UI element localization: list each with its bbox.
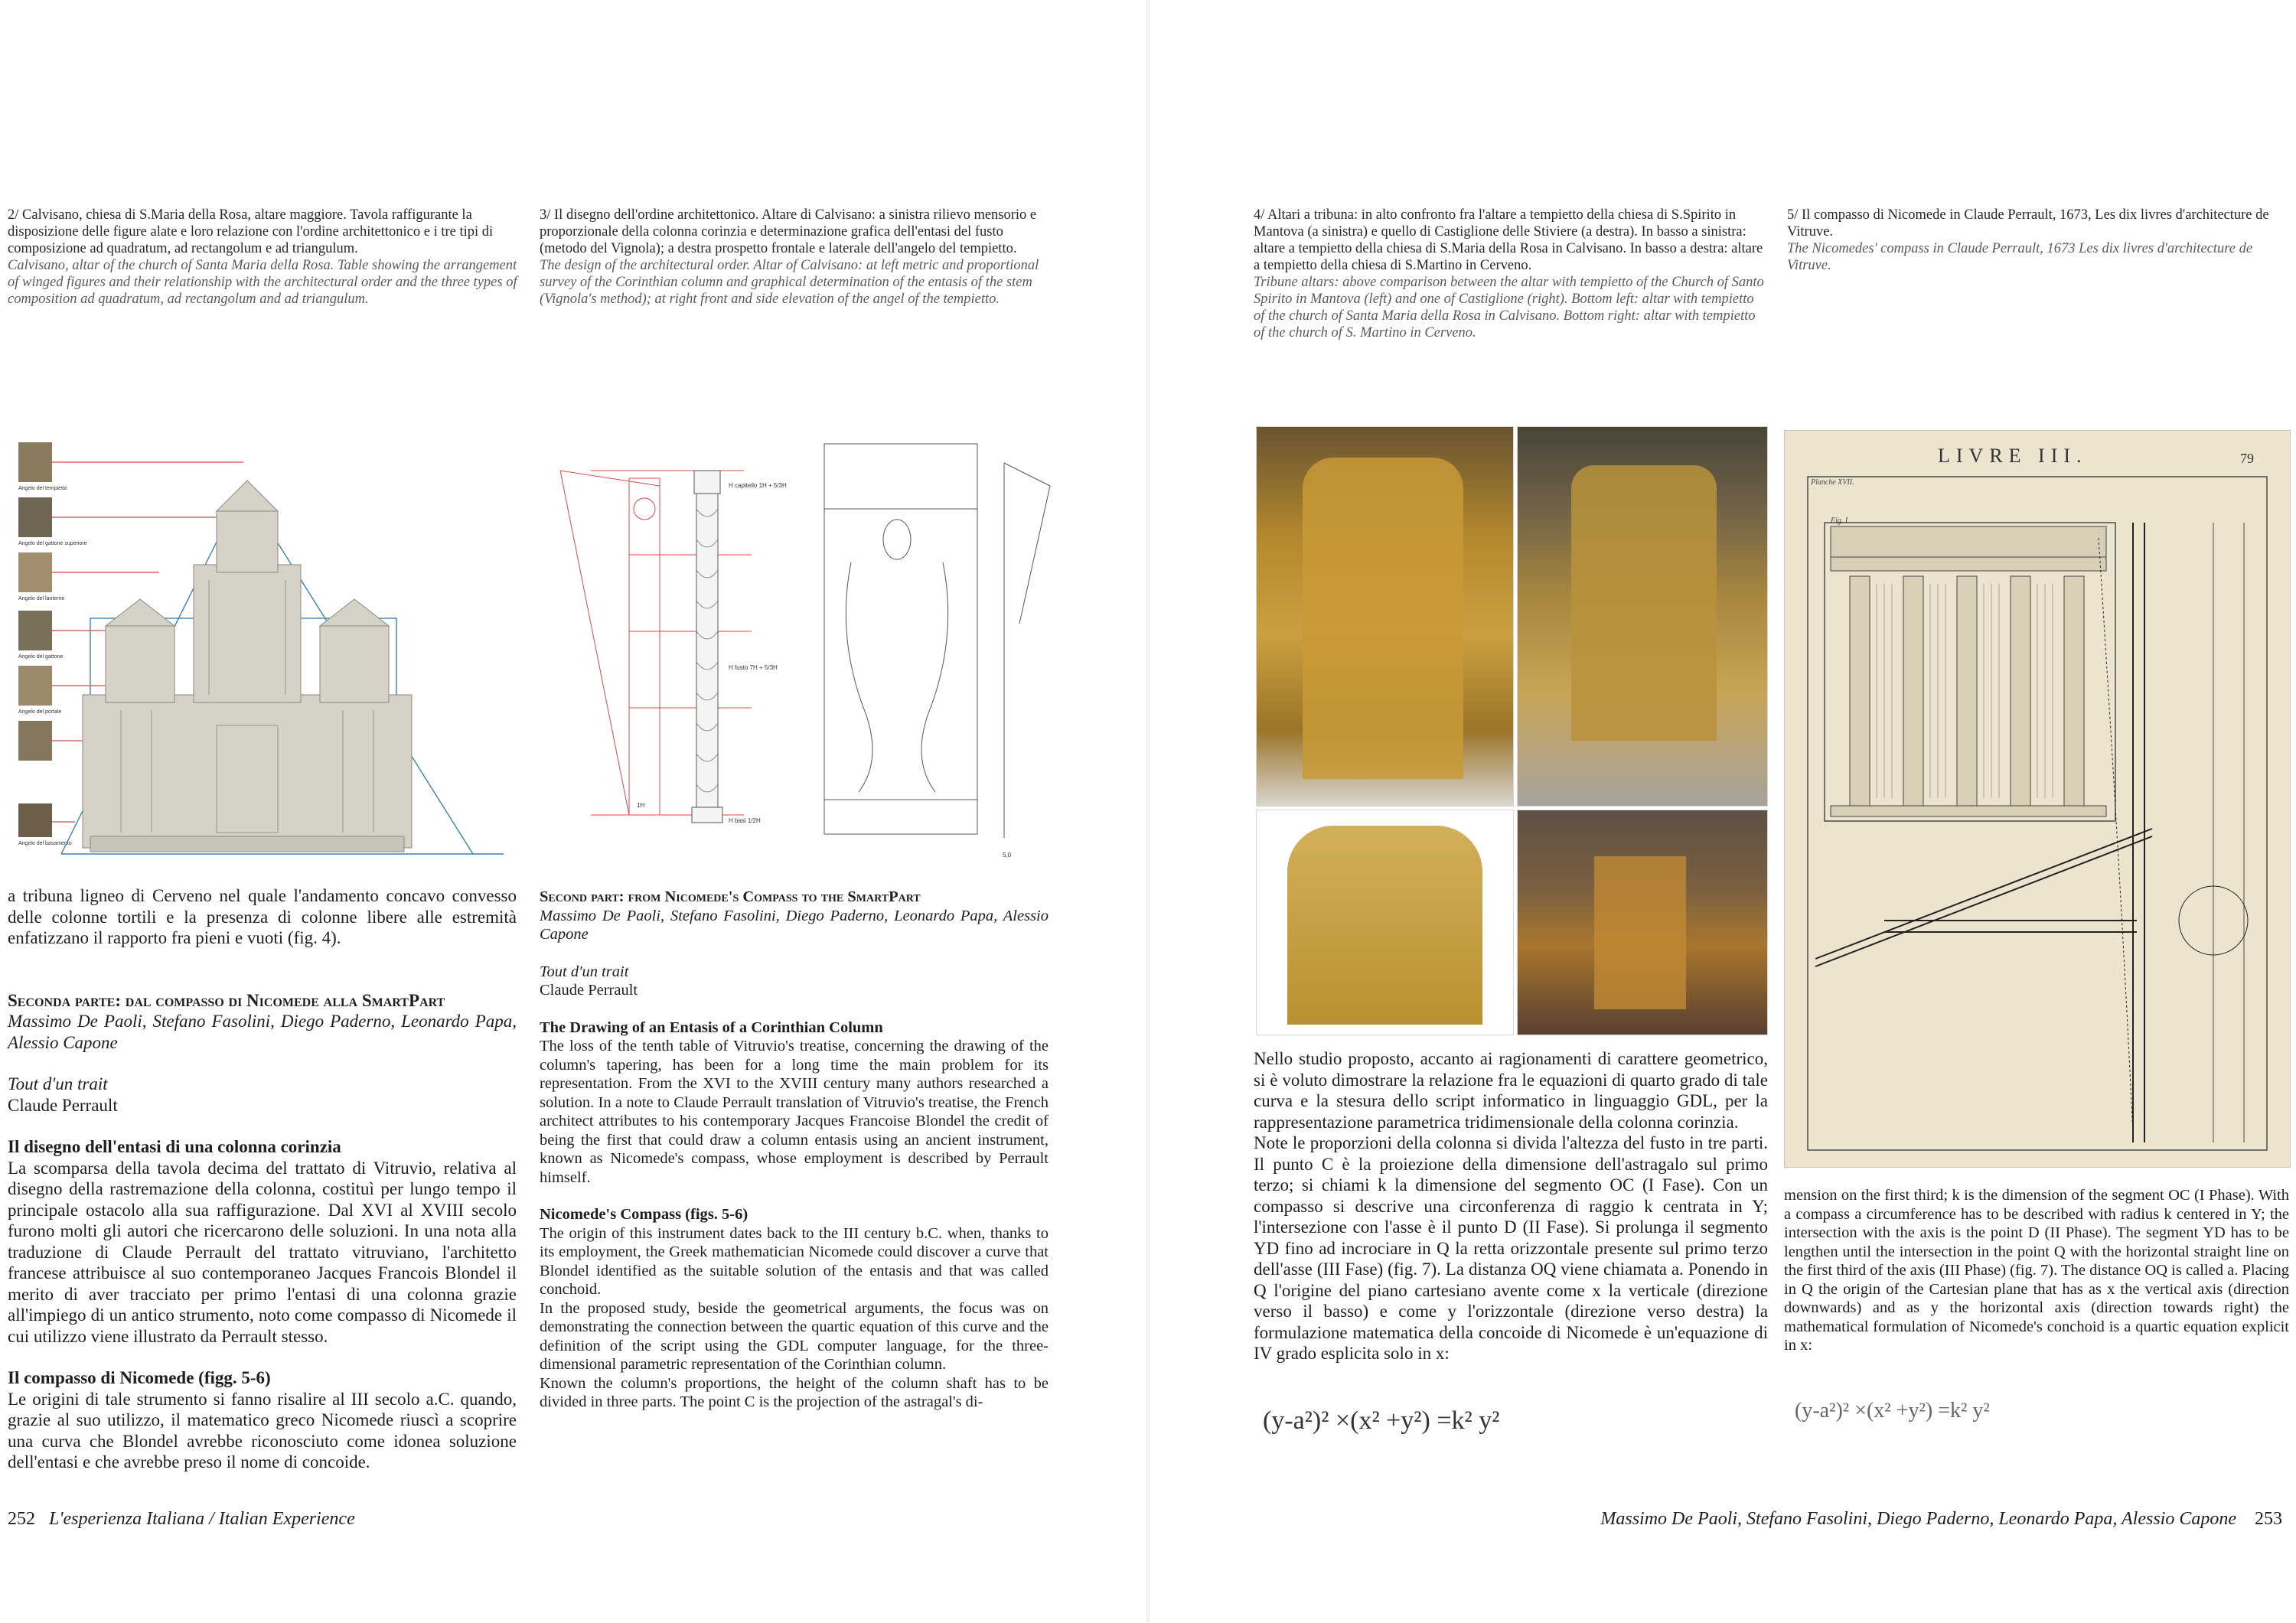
caption-fig2 — [8, 207, 520, 308]
label-h-basi: H basi 1/2H — [729, 817, 761, 824]
label-h-capitello: H capitello 1H + 5/3H — [729, 482, 787, 489]
figure-5-perrault-page — [1784, 430, 2291, 1168]
altar-photo-shape-3 — [1287, 826, 1482, 1025]
text-column-1 — [8, 885, 517, 1473]
page-number-left: 252 — [8, 1509, 35, 1529]
label-angelo-portale: Angelo del portale — [18, 709, 62, 715]
caption-fig4-it: 4/ Altari a tribuna: in alto confronto fra l'altare a tempietto della chiesa di S.Spirito in Mantova (a sinistra) e quello di Castiglione delle Stiviere (a destra). In basso a sinistra: altare a tempietto della chiesa di S.Maria della Rosa in Calvisano. In basso a destra: altare a tempietto della chiesa di S.Martino in Cerveno. — [1254, 207, 1763, 273]
running-title-left: L'esperienza Italiana / Italian Experience — [49, 1509, 355, 1529]
col1-heading-1: Il disegno dell'entasi di una colonna corinzia — [8, 1137, 341, 1156]
figure-3-column-drawings — [545, 440, 1054, 861]
page-number-right: 253 — [2255, 1509, 2282, 1529]
angel-elevation — [824, 444, 1050, 838]
footer-left — [8, 1509, 355, 1530]
col2-heading-1: The Drawing of an Entasis of a Corinthian Column — [540, 1018, 883, 1036]
caption-fig3-en: The design of the architectural order. Altar of Calvisano: at left metric and proportional survey of the Corinthian column and graphical determination of the entasis of the stem (Vignola's method); at right front and side elevation of the angel of the tempietto. — [540, 258, 1039, 307]
col1-quote: Tout d'un trait — [8, 1074, 108, 1093]
col3-paragraph-1: Nello studio proposto, accanto ai ragionamenti di carattere geometrico, si è voluto dimostrare la relazione fra le equazioni di quarto grado di tale curva e la stesura dello script informatico in linguaggio GDL, per la rappresentazione parametrica tridimensionale della colonna corinzia. — [1254, 1049, 1768, 1132]
caption-fig5 — [1787, 207, 2285, 274]
col1-part-title: Seconda parte: dal compasso di Nicomede alla SmartPart — [8, 990, 445, 1010]
col1-intro: a tribuna ligneo di Cerveno nel quale l'andamento concavo convesso delle colonne tortili e la presenza di colonne libere alle estremità enfatizzano il rapporto fra pieni e vuoti (fig. 4). — [8, 886, 517, 947]
formula-conchoid-it: (y-a²)² ×(x² +y²) =k² y² — [1263, 1406, 1500, 1435]
formula-conchoid-en: (y-a²)² ×(x² +y²) =k² y² — [1795, 1399, 1990, 1423]
col1-quote-author: Claude Perrault — [8, 1095, 118, 1115]
altar-diagram-svg — [14, 442, 511, 862]
col2-paragraph-4: Known the column's proportions, the height of the column shaft has to be divided in three parts. The point C is the projection of the astragal's di- — [540, 1374, 1049, 1410]
col4-paragraph-1: mension on the first third; k is the dimension of the segment OC (I Phase). With a compass a circumference has to be described with radius k centered in Y; the intersection with the axis is the point D (II Phase). The segment YD has to be lengthen until the intersection in the point Q with the horizontal straight line on the first third of the axis (III Phase) (fig. 7). The distance OQ is called a. Placing in Q the origin of the Cartesian plane that has as x the vertical axis (direction downwards) and as y the horizontal axis (direction towards right) the mathematical formulation of Nicomede's conchoid is a quartic equation explicit in x: — [1784, 1187, 2289, 1354]
label-1h: 1H — [637, 802, 645, 809]
col2-paragraph-1: The loss of the tenth table of Vitruvio's treatise, concerning the drawing of the column's tapering, has been for a long time the main problem for its representation. From the XVI to the XVIII century many authors researched a solution. In a note to Claude Perrault translation of Vitruvio's treatise, the French architect attributes to his contemporary Jacques Francoise Blondel the credit of being the first that could draw a column entasis using an ancient instrument, known as Nicomede's compass, whose employment is described by Perrault himself. — [540, 1038, 1049, 1186]
column-drawings-svg — [545, 440, 1054, 861]
caption-fig5-en: The Nicomedes' compass in Claude Perrault, 1673 Les dix livres d'architecture de Vitruve. — [1787, 241, 2253, 273]
text-column-3 — [1254, 1048, 1768, 1364]
col2-part-title: Second part: from Nicomede's Compass to the SmartPart — [540, 888, 921, 905]
plate-fig-label: Fig. I — [1831, 517, 1848, 525]
col1-paragraph-2: Le origini di tale strumento si fanno risalire al III secolo a.C. quando, grazie al suo utilizzo, il matematico greco Nicomede riuscì a scoprire una curva che Blondel avrebbe riconosciuto come idonea soluzione dell'entasi e che avrebbe preso il nome di concoide. — [8, 1389, 517, 1471]
figure-4-photo-calvisano — [1256, 810, 1514, 1035]
label-h-fusto: H fusto 7H + 5/3H — [729, 664, 778, 671]
running-authors-right: Massimo De Paoli, Stefano Fasolini, Diego Paderno, Leonardo Papa, Alessio Capone — [1600, 1509, 2236, 1529]
altar-photo-shape-4 — [1594, 856, 1686, 1009]
text-column-2 — [540, 888, 1049, 1412]
label-angelo-tempietto: Angelo del tempietto — [18, 486, 67, 491]
label-angelo-basamento: Angelo del basamento — [18, 841, 72, 846]
label-angelo-gattone: Angelo del gattone — [18, 654, 64, 660]
label-angelo-gattone-sup: Angelo del gattone superiore — [18, 541, 87, 546]
col2-paragraph-3: In the proposed study, beside the geometrical arguments, the focus was on demonstrating the connection between the quartic equation of this curve and the definition of the script using the GDL computer language, for the three-dimensional parametric representation of the Corinthian column. — [540, 1299, 1049, 1373]
caption-fig3-it: 3/ Il disegno dell'ordine architettonico. Altare di Calvisano: a sinistra rilievo mensorio e proporzionale della colonna corinzia e determinazione grafica dell'entasi del fusto (metodo del Vignola); a destra prospetto frontale e laterale dell'angelo del tempietto. — [540, 207, 1037, 256]
col1-paragraph-1: La scomparsa della tavola decima del trattato di Vitruvio, relativa al disegno della rastremazione della colonna, costituì per lungo tempo il principale ostacolo alla sua raffigurazione. Dal XVI al XVIII secolo furono molti gli autori che ricercarono delle soluzioni. In una nota alla traduzione di Claude Perrault del trattato vitruviano, l'architetto francese attribuisce al suo contemporaneo Jacques Francois Blondel il merito di aver tracciato per primo l'entasi di una colonna grazie all'impiego di un antico strumento, noto come compasso di Nicomede il cui utilizzo viene illustrato da Perrault stesso. — [8, 1158, 517, 1346]
col2-authors: Massimo De Paoli, Stefano Fasolini, Diego Paderno, Leonardo Papa, Alessio Capone — [540, 907, 1049, 943]
col1-authors: Massimo De Paoli, Stefano Fasolini, Diego Paderno, Leonardo Papa, Alessio Capone — [8, 1012, 517, 1052]
nicomede-compass-plate — [1785, 431, 2290, 1167]
footer-right — [1600, 1509, 2282, 1530]
figure-4-photo-cerveno — [1517, 810, 1768, 1035]
figure-2-altar-diagram — [14, 442, 511, 862]
caption-fig2-it: 2/ Calvisano, chiesa di S.Maria della Rosa, altare maggiore. Tavola raffigurante la disposizione delle figure alate e loro relazione con l'ordine architettonico e i tre tipi di composizione ad quadratum, ad rectangolum e ad triangulum. — [8, 207, 494, 256]
caption-fig2-en: Calvisano, altar of the church of Santa Maria della Rosa. Table showing the arrangement of winged figures and their relationship with the architectural order and the three types of composition ad quadratum, ad rectangolum and ad triangulum. — [8, 258, 517, 307]
book-spine — [1146, 0, 1150, 1623]
col2-quote: Tout d'un trait — [540, 963, 629, 980]
col2-quote-author: Claude Perrault — [540, 982, 638, 999]
corinthian-column — [692, 471, 722, 823]
figure-4-photo-castiglione — [1517, 426, 1768, 807]
col2-paragraph-2: The origin of this instrument dates back to the III century b.C. when, thanks to its employment, the Greek mathematician Nicomede could discover a curve that Blondel identified as the suitable solution of the entasis and that was called conchoid. — [540, 1224, 1049, 1298]
col2-heading-2: Nicomede's Compass (figs. 5-6) — [540, 1206, 748, 1223]
caption-fig4-en: Tribune altars: above comparison between the altar with tempietto of the Church of Santo Spirito in Mantova (left) and one of Castiglione (right). Bottom left: altar with tempietto of the church of Santa Maria della Rosa in Calvisano. Bottom right: altar with tempietto of the church of S. Martino in Cerveno. — [1254, 275, 1764, 341]
plate-label: Planche XVII. — [1811, 478, 1854, 487]
caption-fig5-it: 5/ Il compasso di Nicomede in Claude Perrault, 1673, Les dix livres d'architecture de Vitruve. — [1787, 207, 2269, 240]
caption-fig3 — [540, 207, 1052, 308]
angel-thumbnails — [18, 442, 52, 837]
col1-heading-2: Il compasso di Nicomede (figg. 5-6) — [8, 1368, 271, 1387]
altar-photo-shape — [1303, 458, 1463, 779]
altar-photo-shape-2 — [1571, 465, 1717, 741]
altar-elevation — [83, 481, 412, 852]
label-angelo-lanterne: Angelo del lanterne — [18, 596, 65, 601]
book-running-title: LIVRE III. — [1938, 445, 2088, 467]
figure-4-photo-mantova — [1256, 426, 1514, 807]
col3-paragraph-2: Note le proporzioni della colonna si divida l'altezza del fusto in tre parti. Il punto C è la proiezione della dimensione dell'astragalo sul primo terzo; si chiami k la dimensione del segmento OC (I Fase). Con un compasso si descrive una circonferenza di raggio k centrata in Y; l'intersezione con l'asse è il punto D (II Fase). Si prolunga il segmento YD fino ad incrociare in Q la retta orizzontale presente sul primo terzo dell'asse (III Fase) (fig. 7). La distanza OQ viene chiamata a. Ponendo in Q l'origine del piano cartesiano avente come x la verticale (direzione verso il basso) e come y l'orizzontale (direzione verso destra) la formulazione matematica della concoide di Nicomede è un'equazione di IV grado esplicita solo in x: — [1254, 1133, 1768, 1363]
book-page-number: 79 — [2240, 451, 2254, 466]
colonnade-engraving — [1831, 526, 2106, 816]
text-column-4 — [1784, 1186, 2289, 1355]
caption-fig4 — [1254, 207, 1766, 341]
compass-instrument — [1815, 523, 2248, 1142]
label-scale: 5,0 — [1003, 852, 1012, 859]
